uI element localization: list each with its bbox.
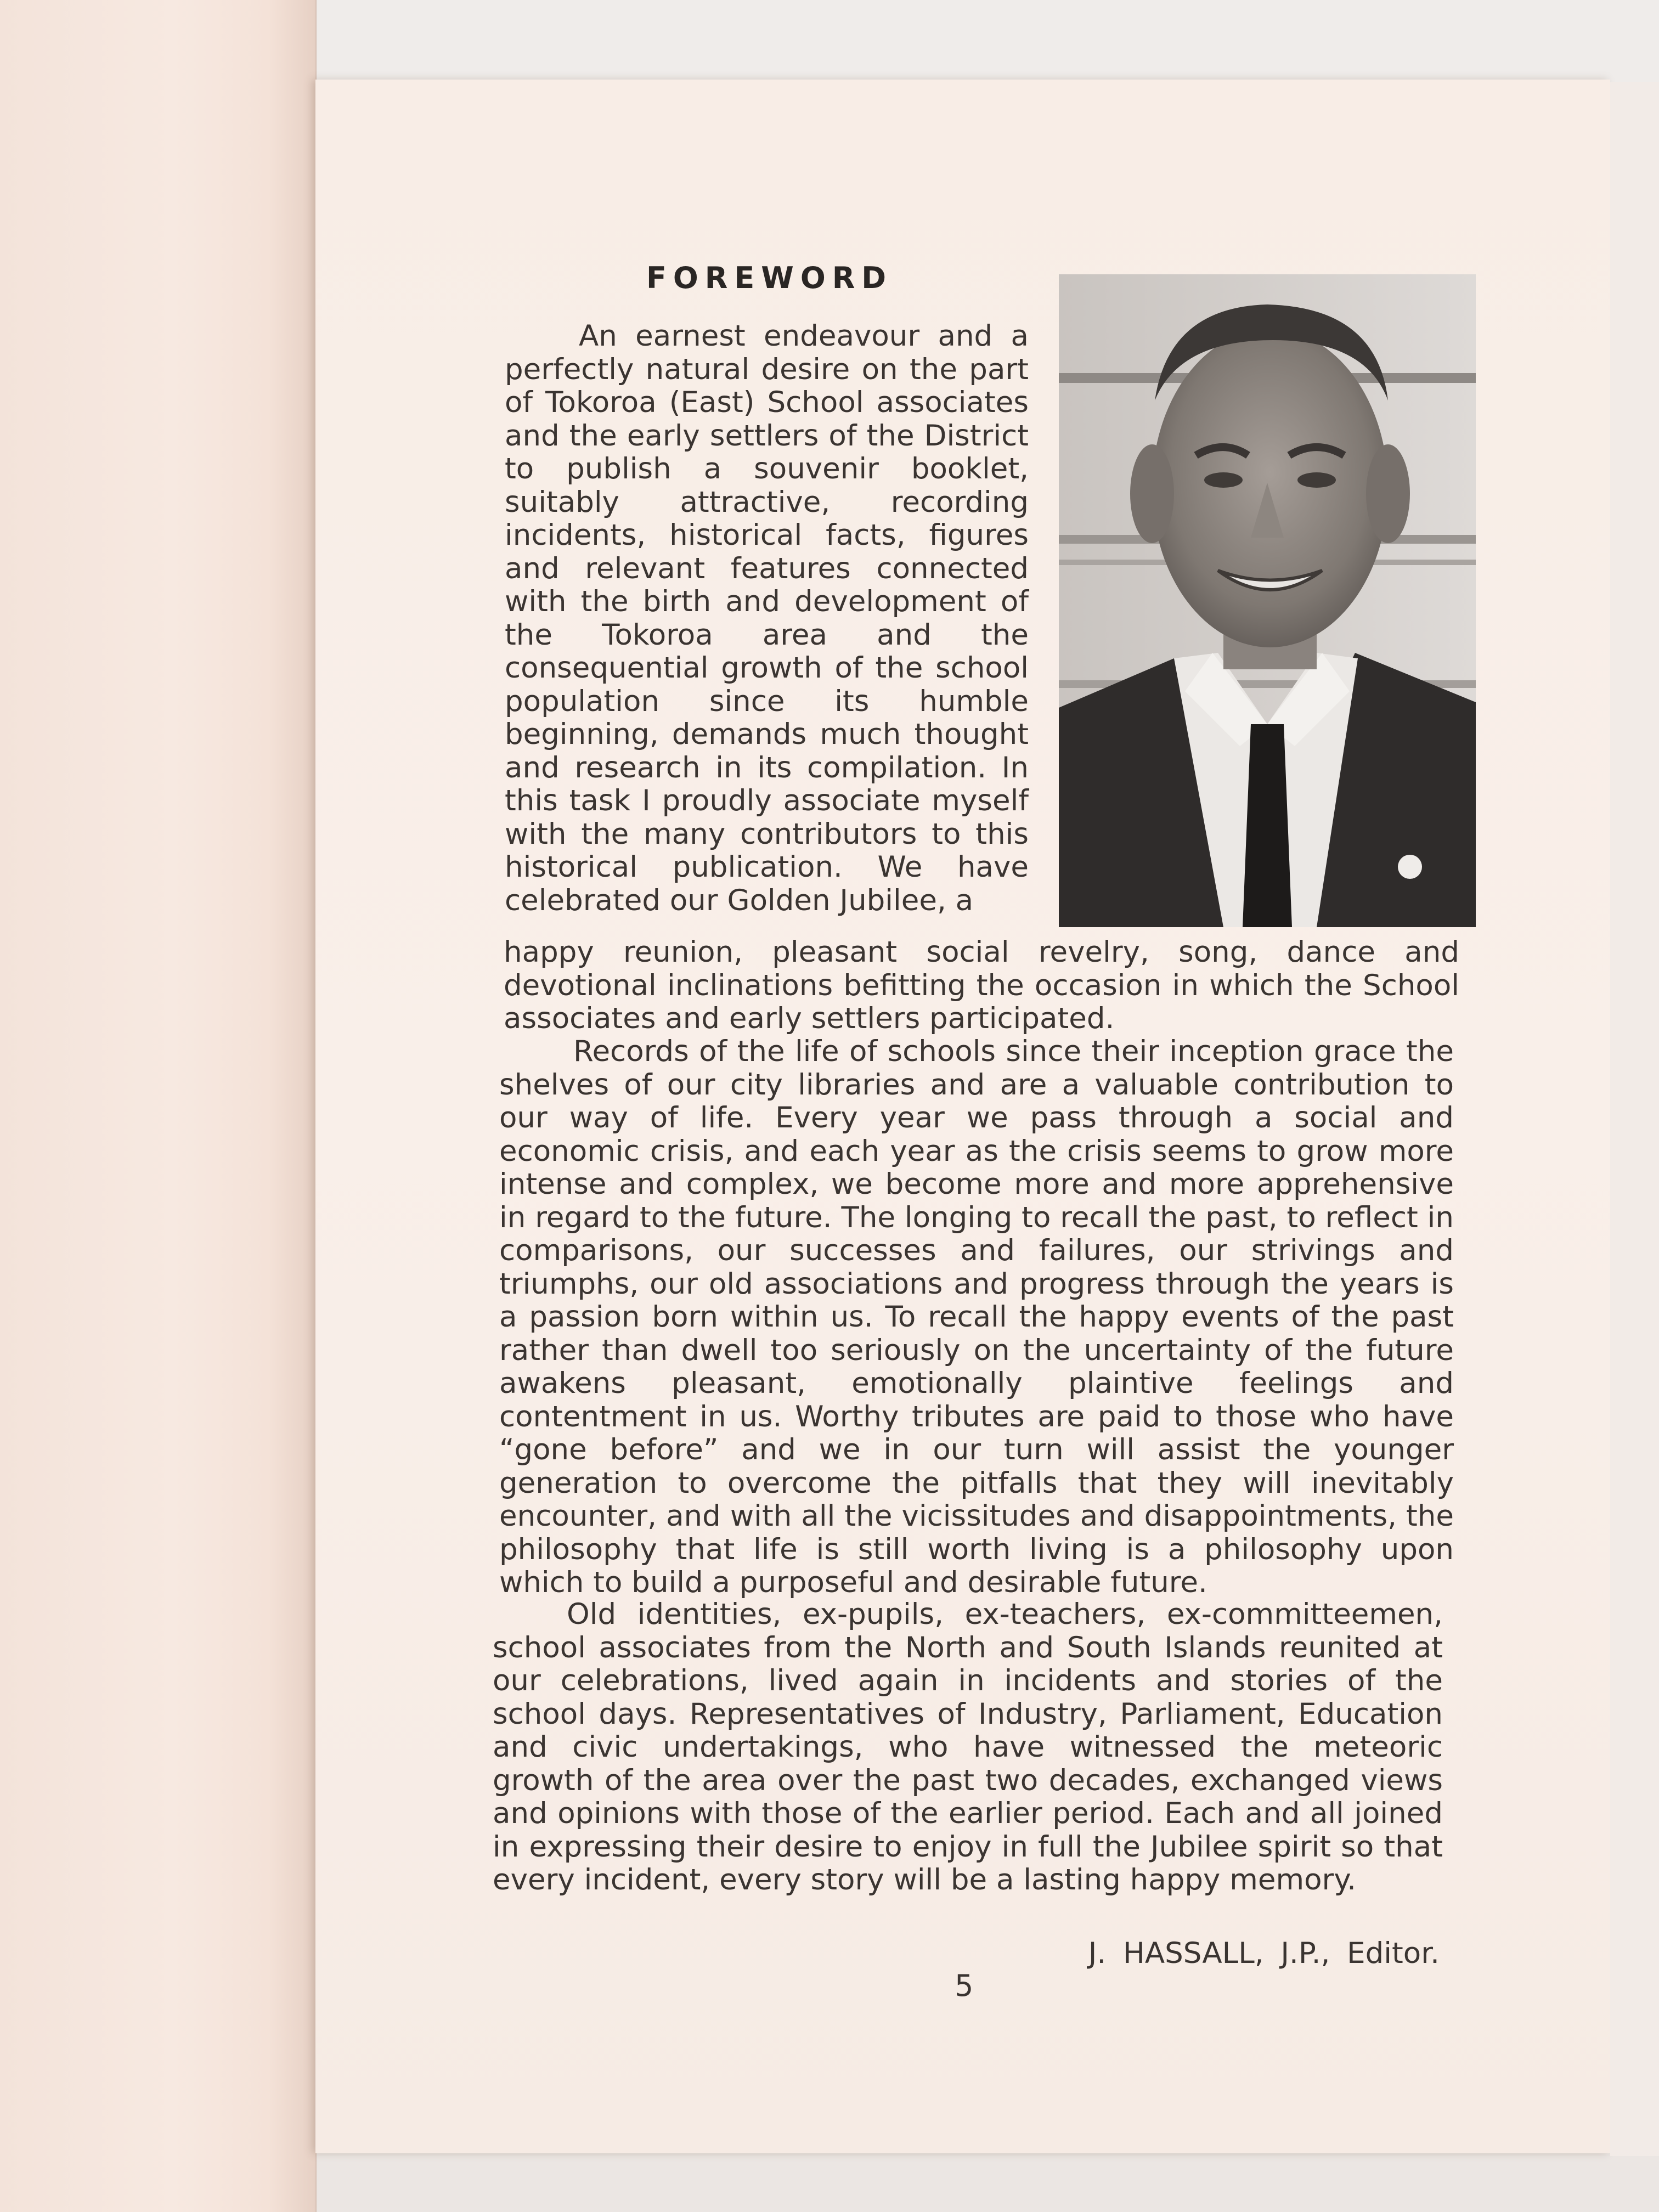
portrait-photo [1059,274,1476,927]
foreword-heading: FOREWORD [646,261,893,295]
page-edge [1610,82,1659,2156]
foreword-paragraph-1: An earnest endeavour and a perfectly natural desire on the part of Tokoroa (East) School associates and the early settlers of the District to publish a souvenir booklet, suitably attractive, recording incidents, historical facts, figures and relevant features connected with the birth and development of the Tokoroa area and the consequential growth of the school population since its humble beginning, demands much thought and research in its compilation. In this task I proudly associate myself with the many contributors to this historical publication. We have celebrated our Golden Jubilee, a [505,319,1029,917]
page-number: 5 [955,1968,974,2003]
editor-signature: J. HASSALL, J.P., Editor. [1088,1937,1440,1970]
foreword-paragraph-3: Old identities, ex-pupils, ex-teachers, ex-committeemen, school associates from the North and South Islands reunited at our celebrations, lived again in incidents and stories of the school days. Representatives of Industry, Parliament, Education and civic undertakings, who have witnessed the meteoric growth of the area over the past two decades, exchanged views and opinions with those of the earlier period. Each and all joined in expressing their desire to enjoy in full the Jubilee spirit so that every incident, every story will be a lasting happy memory. [493,1598,1443,1897]
foreword-paragraph-2: Records of the life of schools since their inception grace the shelves of our city libraries and are a valuable contribution to our way of life. Every year we pass through a social and economic crisis, and each year as the crisis seems to grow more intense and complex, we become more and more apprehensive in regard to the future. The longing to recall the past, to reflect in comparisons, our successes and failures, our strivings and triumphs, our old associations and progress through the years is a passion born within us. To recall the happy events of the past rather than dwell too seriously on the uncertainty of the future awakens pleasant, emotionally plaintive feelings and contentment in us. Worthy tributes are paid to those who have “gone before” and we in our turn will assist the younger generation to overcome the pitfalls that they will inevitably encounter, and with all the vicissitudes and disappointments, the philosophy that life is still worth living is a philosophy upon which to build a purposeful and desirable future. [499,1035,1454,1599]
foreword-paragraph-1-continued: happy reunion, pleasant social revelry, song, dance and devotional inclinations befitting the occasion in which the School associates and early settlers participated. [504,935,1459,1035]
left-page [0,0,317,2212]
